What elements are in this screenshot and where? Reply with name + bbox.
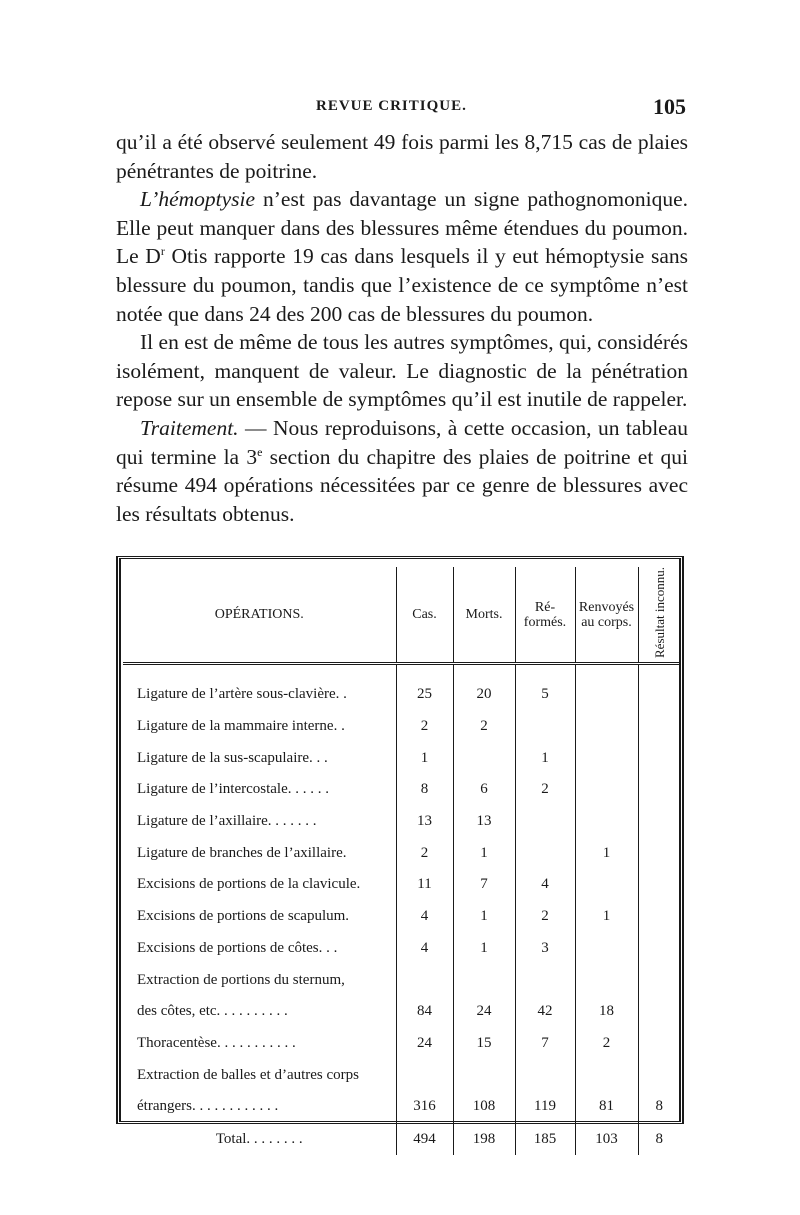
inconnu-value (638, 996, 680, 1028)
table-row (123, 711, 680, 743)
inconnu-value (638, 837, 680, 869)
morts-value: 2 (453, 711, 515, 743)
renvoyes-value: 1 (575, 837, 638, 869)
morts-value: 7 (453, 869, 515, 901)
renvoyes-value (575, 742, 638, 774)
cas-value (396, 1059, 453, 1091)
total-row (123, 1123, 680, 1155)
header-renvoyes: Renvoyés au corps. (575, 567, 638, 664)
reformes-value: 7 (515, 1028, 575, 1060)
page-header (116, 96, 686, 120)
reformes-value: 2 (515, 901, 575, 933)
renvoyes-value (575, 964, 638, 996)
reformes-value: 4 (515, 869, 575, 901)
morts-value (453, 964, 515, 996)
morts-value: 15 (453, 1028, 515, 1060)
table-row (123, 1059, 680, 1091)
cas-value: 24 (396, 1028, 453, 1060)
running-title: REVUE CRITIQUE. (316, 98, 467, 114)
table-row (123, 1091, 680, 1123)
inconnu-value (638, 742, 680, 774)
cas-value: 4 (396, 933, 453, 965)
reformes-value: 5 (515, 664, 575, 711)
inconnu-value: 8 (655, 1098, 663, 1115)
morts-value: 1 (453, 901, 515, 933)
paragraph-4-tail: section du chapitre des plaies de poitrine et qui résume 494 opérations nécessitées par ce genre de blessures avec les résultats obtenus. (116, 444, 688, 526)
inconnu-value (638, 1059, 680, 1091)
morts-value: 13 (453, 806, 515, 838)
inconnu-value (638, 964, 680, 996)
page-number: 105 (653, 94, 686, 119)
superscript-r: r (160, 244, 165, 259)
operation-name: Excisions de portions de la clavicule. (123, 869, 396, 901)
operation-name: Extraction de balles et d’autres corps (123, 1059, 396, 1091)
cas-value: 2 (396, 837, 453, 869)
operation-name: Thoracentèse. . . . . . . . . . . (123, 1028, 396, 1060)
header-operations: OPÉRATIONS. (123, 567, 396, 664)
cas-value (396, 964, 453, 996)
renvoyes-value (575, 774, 638, 806)
reformes-value: 119 (515, 1091, 575, 1123)
inconnu-value (638, 806, 680, 838)
inconnu-value (638, 1028, 680, 1060)
inconnu-value (638, 933, 680, 965)
table-row (123, 742, 680, 774)
table-row (123, 774, 680, 806)
total-operation-name: Total. . . . . . . . (123, 1123, 396, 1155)
operation-name: Excisions de portions de scapulum. (123, 901, 396, 933)
cas-value: 2 (396, 711, 453, 743)
operation-name: des côtes, etc. . . . . . . . . . (123, 996, 396, 1028)
morts-value: 24 (453, 996, 515, 1028)
cas-value: 84 (396, 996, 453, 1028)
inconnu-value (638, 711, 680, 743)
cas-value: 25 (396, 664, 453, 711)
renvoyes-value (575, 869, 638, 901)
operation-name: Ligature de la sus-scapulaire. . . (123, 742, 396, 774)
table-row (123, 901, 680, 933)
inconnu-value (638, 901, 680, 933)
paragraph-4-text: — Nous reproduisons, à cette occasion, un tableau qui termine la 3 (116, 415, 688, 469)
cas-value: 316 (396, 1091, 453, 1123)
reformes-value (515, 1059, 575, 1091)
table-row (123, 837, 680, 869)
reformes-value: 1 (515, 742, 575, 774)
total-reformes-value: 185 (515, 1123, 575, 1155)
operation-name: Ligature de l’artère sous-clavière. . (123, 664, 396, 711)
renvoyes-value: 2 (575, 1028, 638, 1060)
header-cas: Cas. (396, 567, 453, 664)
operations-table-frame (116, 556, 684, 1147)
renvoyes-value (575, 933, 638, 965)
renvoyes-value (575, 806, 638, 838)
renvoyes-value (575, 1059, 638, 1091)
operation-name: Extraction de portions du sternum, (123, 964, 396, 996)
operation-name: Ligature de l’axillaire. . . . . . . (123, 806, 396, 838)
renvoyes-value (575, 711, 638, 743)
table-row (123, 806, 680, 838)
inconnu-value (638, 869, 680, 901)
total-cas-value: 494 (396, 1123, 453, 1155)
reformes-value (515, 711, 575, 743)
paragraph-2 (116, 185, 688, 328)
morts-value: 6 (453, 774, 515, 806)
operations-table (123, 567, 680, 1155)
cas-value: 4 (396, 901, 453, 933)
operation-name: Ligature de la mammaire interne. . (123, 711, 396, 743)
paragraph-1: qu’il a été observé seulement 49 fois parmi les 8,715 cas de plaies pénétrantes de poitrine. (116, 130, 688, 183)
morts-value (453, 742, 515, 774)
reformes-value (515, 806, 575, 838)
morts-value: 1 (453, 933, 515, 965)
morts-value: 20 (453, 664, 515, 711)
morts-value: 108 (453, 1091, 515, 1123)
header-morts: Morts. (453, 567, 515, 664)
term-traitement: Traitement. (140, 415, 239, 440)
renvoyes-value (575, 664, 638, 711)
morts-value (453, 1059, 515, 1091)
body-text (116, 128, 688, 528)
operation-name: Excisions de portions de côtes. . . (123, 933, 396, 965)
reformes-value: 3 (515, 933, 575, 965)
renvoyes-value: 18 (575, 996, 638, 1028)
table-header-row (123, 567, 680, 664)
table-row (123, 996, 680, 1028)
operation-name: Ligature de branches de l’axillaire. (123, 837, 396, 869)
cas-value: 11 (396, 869, 453, 901)
reformes-value (515, 964, 575, 996)
table-row (123, 964, 680, 996)
table-row (123, 869, 680, 901)
table-row (123, 1028, 680, 1060)
paragraph-2-tail: Otis rapporte 19 cas dans lesquels il y eut hémoptysie sans blessure du poumon, tandis que l’existence de ce symptôme n’est notée que dans 24 des 200 cas de blessures du poumon. (116, 244, 688, 326)
reformes-value: 42 (515, 996, 575, 1028)
paragraph-3: Il en est de même de tous les autres symptômes, qui, considérés isolément, manquent de valeur. Le diagnostic de la pénétration repose sur un ensemble de symptômes qu’il est inutile de rappeler. (116, 330, 688, 412)
total-morts-value: 198 (453, 1123, 515, 1155)
cas-value: 1 (396, 742, 453, 774)
superscript-e: e (257, 444, 263, 459)
paragraph-2-text: n’est pas davantage un signe pathognomonique. Elle peut manquer dans des blessures même étendues du poumon. Le D (116, 187, 688, 269)
header-reformes: Ré- formés. (515, 567, 575, 664)
reformes-value: 2 (515, 774, 575, 806)
operation-name: étrangers. . . . . . . . . . . . (123, 1091, 396, 1123)
renvoyes-value: 1 (575, 901, 638, 933)
inconnu-value (638, 774, 680, 806)
inconnu-value (638, 664, 680, 711)
header-resultat-inconnu (638, 567, 680, 664)
reformes-value (515, 837, 575, 869)
operation-name: Ligature de l’intercostale. . . . . . (123, 774, 396, 806)
table-body (123, 664, 680, 1156)
morts-value: 1 (453, 837, 515, 869)
resultat-inconnu-label: Résultat inconnu. (651, 567, 667, 658)
cas-value: 13 (396, 806, 453, 838)
renvoyes-value: 81 (575, 1091, 638, 1123)
paragraph-4 (116, 414, 688, 528)
total-renvoyes-value: 103 (575, 1123, 638, 1155)
cas-value: 8 (396, 774, 453, 806)
table-row (123, 933, 680, 965)
table-row (123, 664, 680, 711)
term-hemoptysie: L’hémoptysie (140, 187, 256, 212)
total-inconnu-value: 8 (638, 1123, 680, 1155)
